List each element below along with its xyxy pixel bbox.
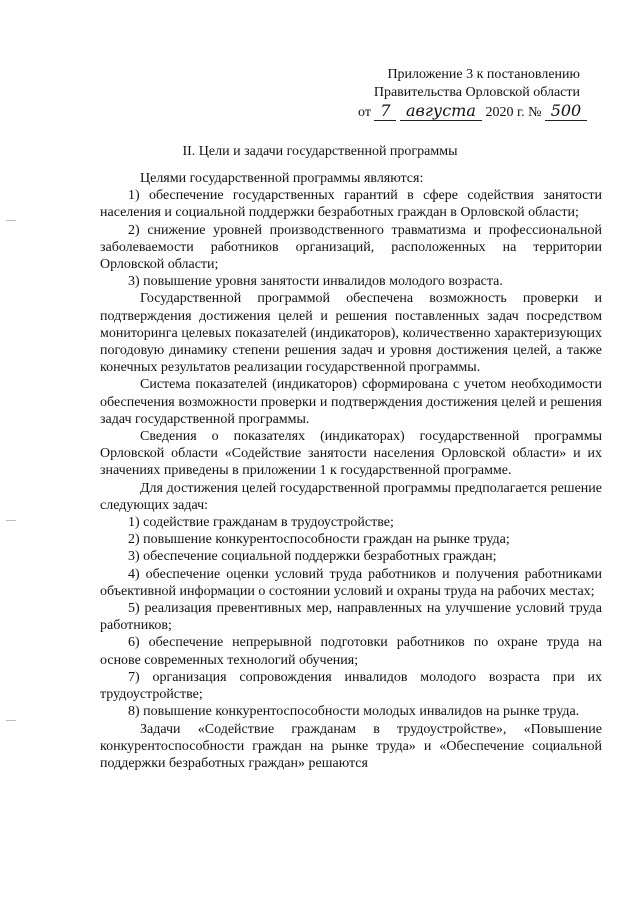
handwritten-number: 500 (545, 102, 587, 121)
list-item-paragraph: 6) обеспечение непрерывной подготовки работников по охране труда на основе современных технологий обучения; (100, 635, 602, 668)
list-item-paragraph: 2) повышение конкурентоспособности граждан на рынке труда; (128, 532, 510, 548)
scan-artifact (6, 220, 16, 221)
list-item-paragraph: 4) обеспечение оценки условий труда работников и получения работниками объективной информации о состоянии условий и охраны труда на рабочих местах; (100, 566, 602, 599)
date-prefix: от (358, 105, 371, 120)
appendix-header-line2: Правительства Орловской области (373, 85, 580, 100)
list-item-paragraph: 8) повышение конкурентоспособности молодых инвалидов на рынке труда. (128, 704, 580, 720)
handwritten-month: августа (400, 102, 482, 121)
document-body (100, 170, 602, 772)
appendix-header-line1: Приложение 3 к постановлению (387, 67, 580, 82)
date-year-and-number-label: 2020 г. № (485, 105, 542, 120)
list-item-paragraph: 3) обеспечение социальной поддержки безработных граждан; (128, 549, 497, 565)
handwritten-day: 7 (374, 102, 396, 121)
body-paragraph: Задачи «Содействие гражданам в трудоустройстве», «Повышение конкурентоспособности граждан на рынке труда» и «Обеспечение социальной поддержки безработных граждан» решаются (100, 721, 602, 771)
body-paragraph: Государственной программой обеспечена возможность проверки и подтверждения достижения целей и решения поставленных задач посредством мониторинга целевых показателей (индикаторов), количественно характеризующих погодовую динамику степени решения задач и уровня достижения целей, а также конечных результатов реализации государственной программы. (100, 291, 602, 376)
list-item-paragraph: 2) снижение уровней производственного травматизма и профессиональной заболеваемости работников организаций, расположенных на территории Орловской области; (100, 222, 602, 273)
body-paragraph: Система показателей (индикаторов) сформирована с учетом необходимости обеспечения возможности проверки и подтверждения достижения целей и решения задач государственной программы. (100, 377, 602, 427)
list-item-paragraph: 5) реализация превентивных мер, направленных на улучшение условий труда работников; (100, 601, 602, 634)
list-item-paragraph: 3) повышение уровня занятости инвалидов молодого возраста. (128, 274, 503, 290)
scan-artifact (6, 720, 16, 721)
body-paragraph: Для достижения целей государственной программы предполагается решение следующих задач: (100, 480, 602, 513)
appendix-date-line (358, 102, 598, 122)
section-title: II. Цели и задачи государственной программы (182, 144, 458, 159)
scan-artifact (6, 520, 16, 521)
body-paragraph: Сведения о показателях (индикаторах) государственной программы Орловской области «Содействие занятости населения Орловской области» и их значениях приведены в приложении 1 к государственной программе. (100, 429, 602, 479)
list-item-paragraph: 7) организация сопровождения инвалидов молодого возраста при их трудоустройстве; (100, 669, 602, 703)
body-paragraph: Целями государственной программы являются: (140, 171, 424, 186)
list-item-paragraph: 1) обеспечение государственных гарантий в сфере содействия занятости населения и социальной поддержки безработных граждан в Орловской области; (100, 188, 602, 221)
list-item-paragraph: 1) содействие гражданам в трудоустройстве; (128, 515, 394, 531)
